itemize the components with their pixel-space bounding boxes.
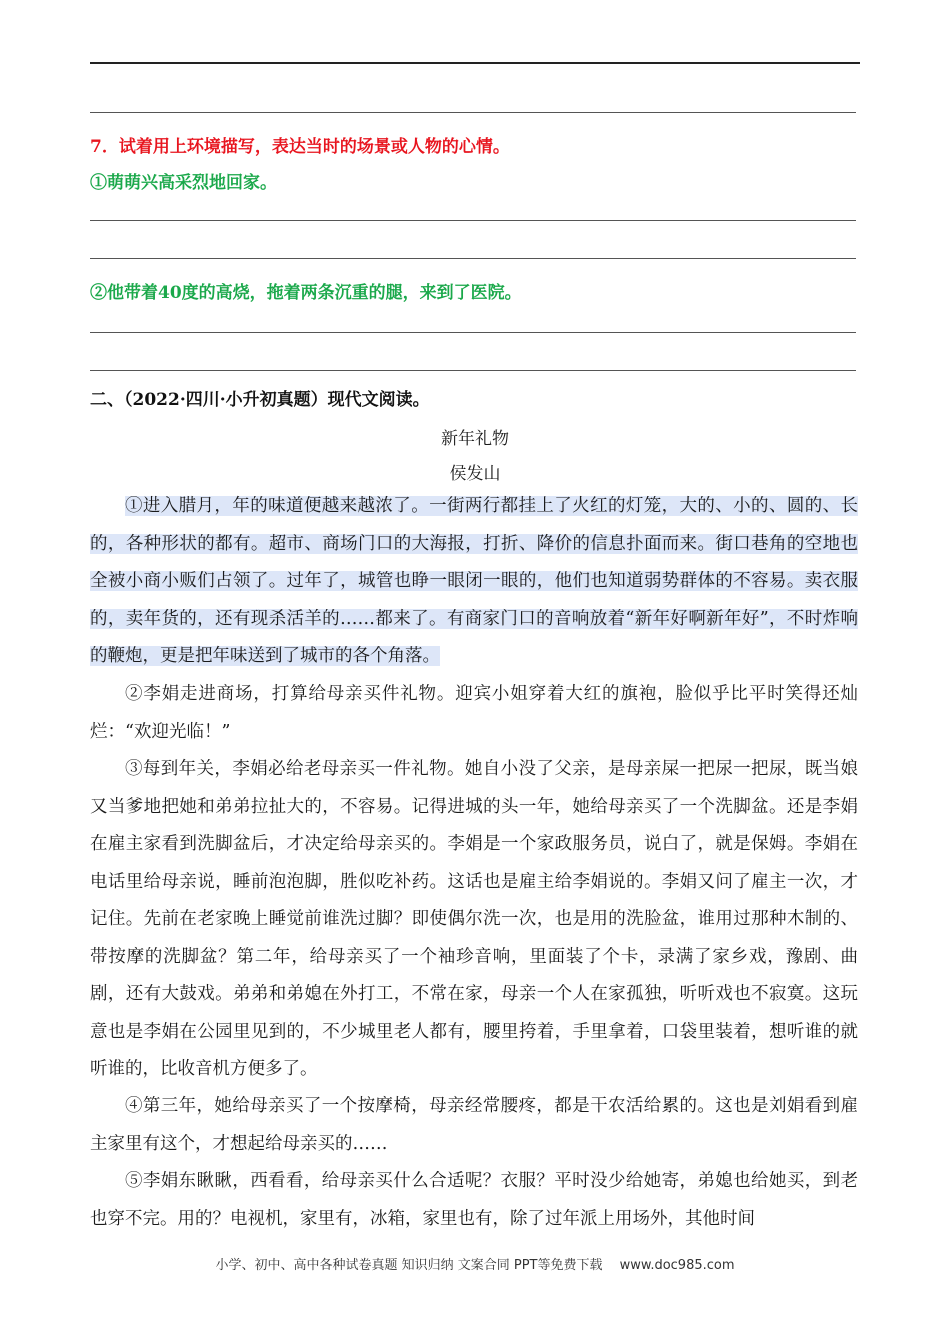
paragraph-4: ④第三年，她给母亲买了一个按摩椅，母亲经常腰疼，都是干农活给累的。这也是刘娟看到雇主家里有这个，才想起给母亲买的…… [90, 1096, 858, 1154]
section-heading: 二、（2022·四川·小升初真题）现代文阅读。 [90, 390, 430, 410]
paragraph-3: ③每到年关，李娟必给老母亲买一件礼物。她自小没了父亲，是母亲屎一把尿一把尿，既当娘又当爹地把她和弟弟拉扯大的，不容易。记得进城的头一年，她给母亲买了一个洗脚盆。还是李娟在雇主家看到洗脚盆后，才决定给母亲买的。李娟是一个家政服务员，说白了，就是保姆。李娟在电话里给母亲说，睡前泡泡脚，胜似吃补药。这话也是雇主给李娟说的。李娟又问了雇主一次，才记住。先前在老家晚上睡觉前谁洗过脚？即使偶尔洗一次，也是用的洗脸盆，谁用过那种木制的、带按摩的洗脚盆？第二年，给母亲买了一个袖珍音响，里面装了个卡，录满了家乡戏，豫剧、曲剧，还有大鼓戏。弟弟和弟媳在外打工，不常在家，母亲一个人在家孤独，听听戏也不寂寞。这玩意也是李娟在公园里见到的，不少城里老人都有，腰里挎着，手里拿着，口袋里装着，想听谁的就听谁的，比收音机方便多了。 [90, 759, 858, 1079]
highlighted-text: ①进入腊月，年的味道便越来越浓了。一街两行都挂上了火红的灯笼，大的、小的、圆的、长的，各种形状的都有。超市、商场门口的大海报，打折、降价的信息扑面而来。街口巷角的空地也全被小商小贩们占领了。过年了，城管也睁一眼闭一眼的，他们也知道弱势群体的不容易。卖衣服的，卖年货的，还有现杀活羊的……都来了。有商家门口的音响放着“新年好啊新年好”，不时炸响的鞭炮，更是把年味送到了城市的各个角落。 [90, 496, 858, 666]
paragraph-2: ②李娟走进商场，打算给母亲买件礼物。迎宾小姐穿着大红的旗袍，脸似乎比平时笑得还灿烂：“欢迎光临！” [90, 684, 858, 742]
article-author: 侯发山 [449, 464, 501, 484]
answer-line [90, 112, 856, 113]
answer-line [90, 332, 856, 333]
answer-line [90, 370, 856, 371]
question-7-item-2: ②他带着40度的高烧，拖着两条沉重的腿，来到了医院。 [90, 283, 522, 303]
answer-line [90, 258, 856, 259]
answer-line [90, 220, 856, 221]
question-7-item-1: ①萌萌兴高采烈地回家。 [90, 173, 277, 193]
paragraph-1 [90, 488, 858, 676]
top-rule [90, 62, 860, 64]
paragraph-5: ⑤李娟东瞅瞅，西看看，给母亲买什么合适呢？衣服？平时没少给她寄，弟媳也给她买，到老也穿不完。用的？电视机，家里有，冰箱，家里也有，除了过年派上用场外，其他时间 [90, 1171, 858, 1229]
page-footer: 小学、初中、高中各种试卷真题 知识归纳 文案合同 PPT等免费下载 www.doc985.com [215, 1258, 735, 1273]
article-title: 新年礼物 [441, 429, 509, 449]
question-7-prompt: 7．试着用上环境描写，表达当时的场景或人物的心情。 [90, 137, 510, 157]
